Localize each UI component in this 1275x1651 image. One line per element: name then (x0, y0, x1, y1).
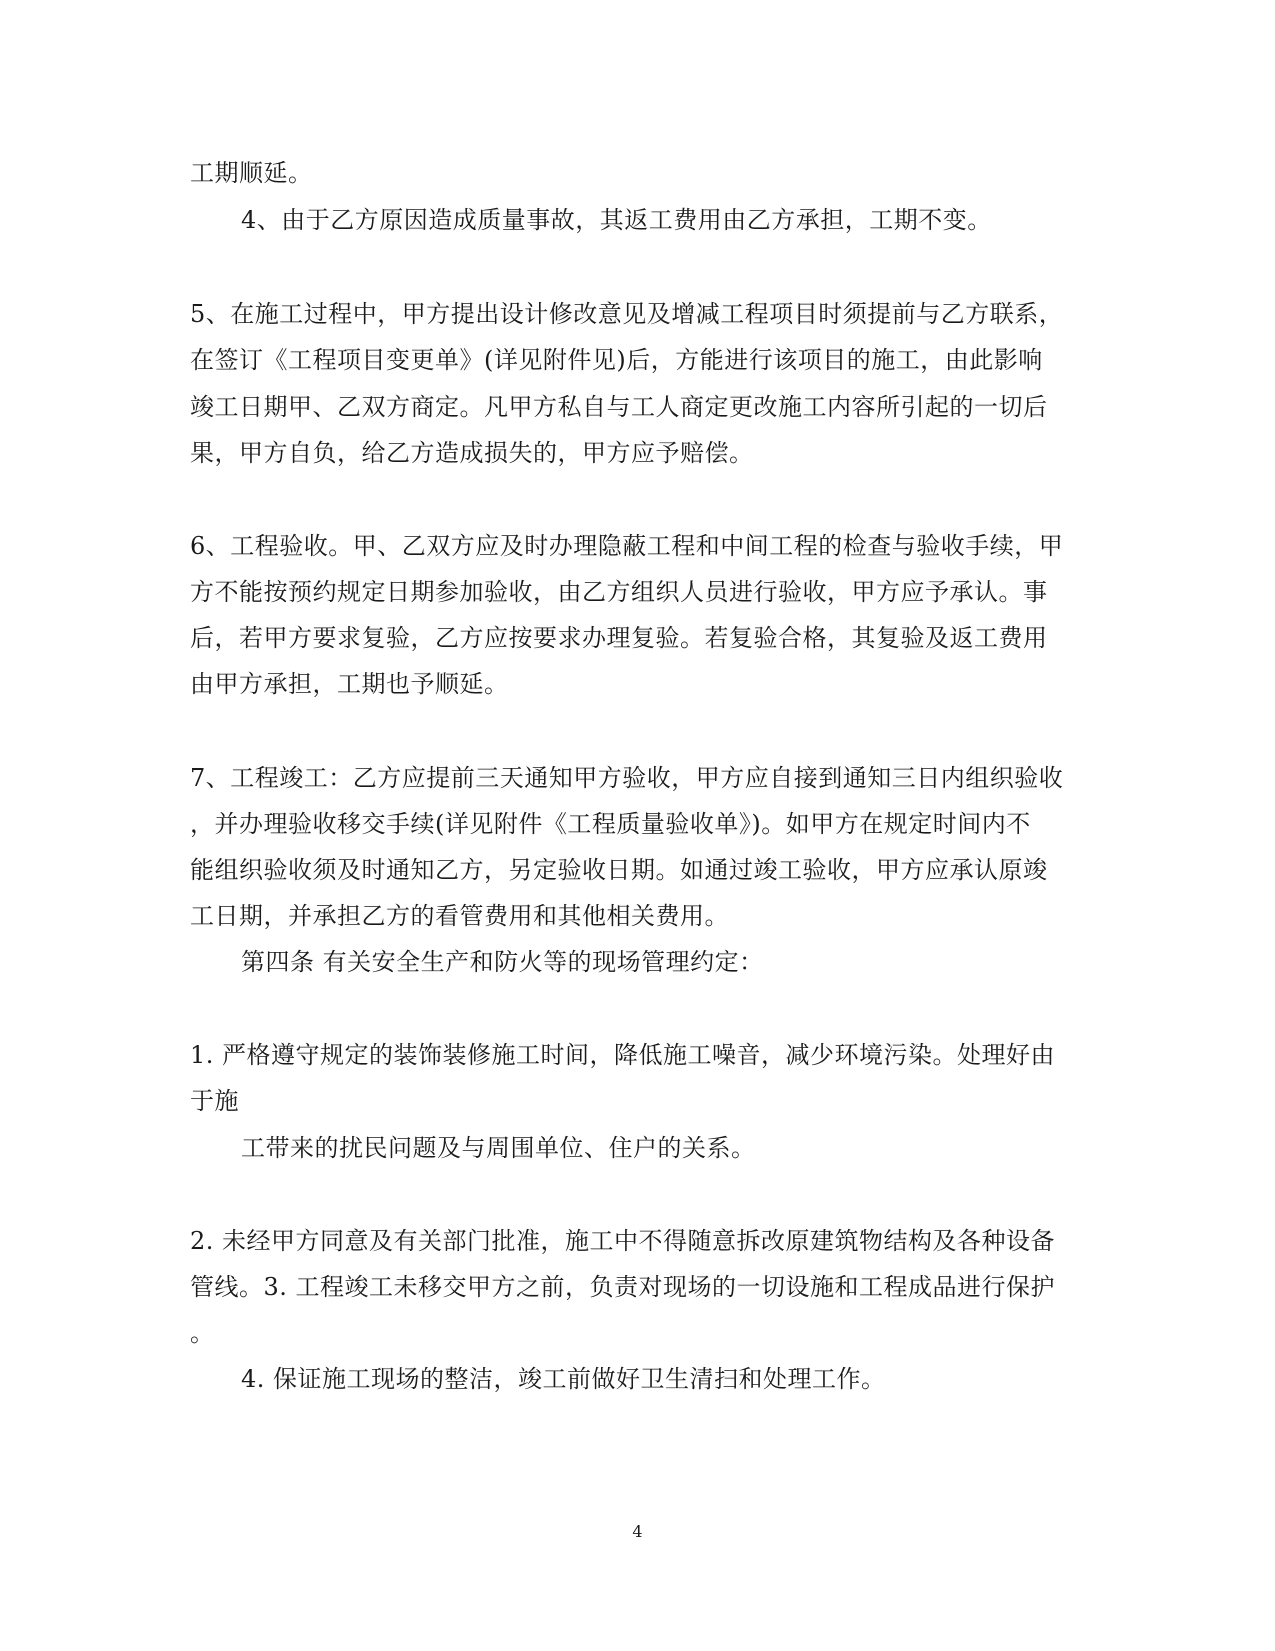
text-line: 5、在施工过程中，甲方提出设计修改意见及增减工程项目时须提前与乙方联系， (190, 300, 1064, 328)
text-line: 果，甲方自负，给乙方造成损失的，甲方应予赔偿。 (190, 439, 754, 467)
text-line: 6、工程验收。甲、乙双方应及时办理隐蔽工程和中间工程的检查与验收手续，甲 (190, 532, 1064, 560)
text-line: 7、工程竣工：乙方应提前三天通知甲方验收，甲方应自接到通知三日内组织验收 (190, 764, 1064, 792)
text-line: 工期顺延。 (190, 159, 313, 187)
text-line: 工带来的扰民问题及与周围单位、住户的关系。 (241, 1134, 756, 1162)
text-line: 。 (190, 1319, 215, 1347)
text-line: ，并办理验收移交手续(详见附件《工程质量验收单》)。如甲方在规定时间内不 (190, 810, 1031, 838)
text-line: 管线。3. 工程竣工未移交甲方之前，负责对现场的一切设施和工程成品进行保护 (190, 1273, 1056, 1301)
text-line: 能组织验收须及时通知乙方，另定验收日期。如通过竣工验收，甲方应承认原竣 (190, 856, 1048, 884)
text-line: 1. 严格遵守规定的装饰装修施工时间，降低施工噪音，减少环境污染。处理好由 (190, 1041, 1056, 1069)
page-number: 4 (632, 1522, 643, 1541)
text-line: 工日期，并承担乙方的看管费用和其他相关费用。 (190, 902, 729, 930)
section-heading: 第四条 有关安全生产和防火等的现场管理约定： (241, 948, 764, 976)
text-line: 后，若甲方要求复验，乙方应按要求办理复验。若复验合格，其复验及返工费用 (190, 624, 1048, 652)
text-line: 由甲方承担，工期也予顺延。 (190, 670, 509, 698)
text-line: 4、由于乙方原因造成质量事故，其返工费用由乙方承担，工期不变。 (241, 206, 992, 234)
text-line: 竣工日期甲、乙双方商定。凡甲方私自与工人商定更改施工内容所引起的一切后 (190, 393, 1048, 421)
text-line: 2. 未经甲方同意及有关部门批准，施工中不得随意拆改原建筑物结构及各种设备 (190, 1227, 1056, 1255)
text-line: 方不能按预约规定日期参加验收，由乙方组织人员进行验收，甲方应予承认。事 (190, 578, 1048, 606)
text-line: 在签订《工程项目变更单》(详见附件见)后，方能进行该项目的施工，由此影响 (190, 346, 1043, 374)
text-line: 4. 保证施工现场的整洁，竣工前做好卫生清扫和处理工作。 (241, 1365, 886, 1393)
text-line: 于施 (190, 1087, 239, 1115)
